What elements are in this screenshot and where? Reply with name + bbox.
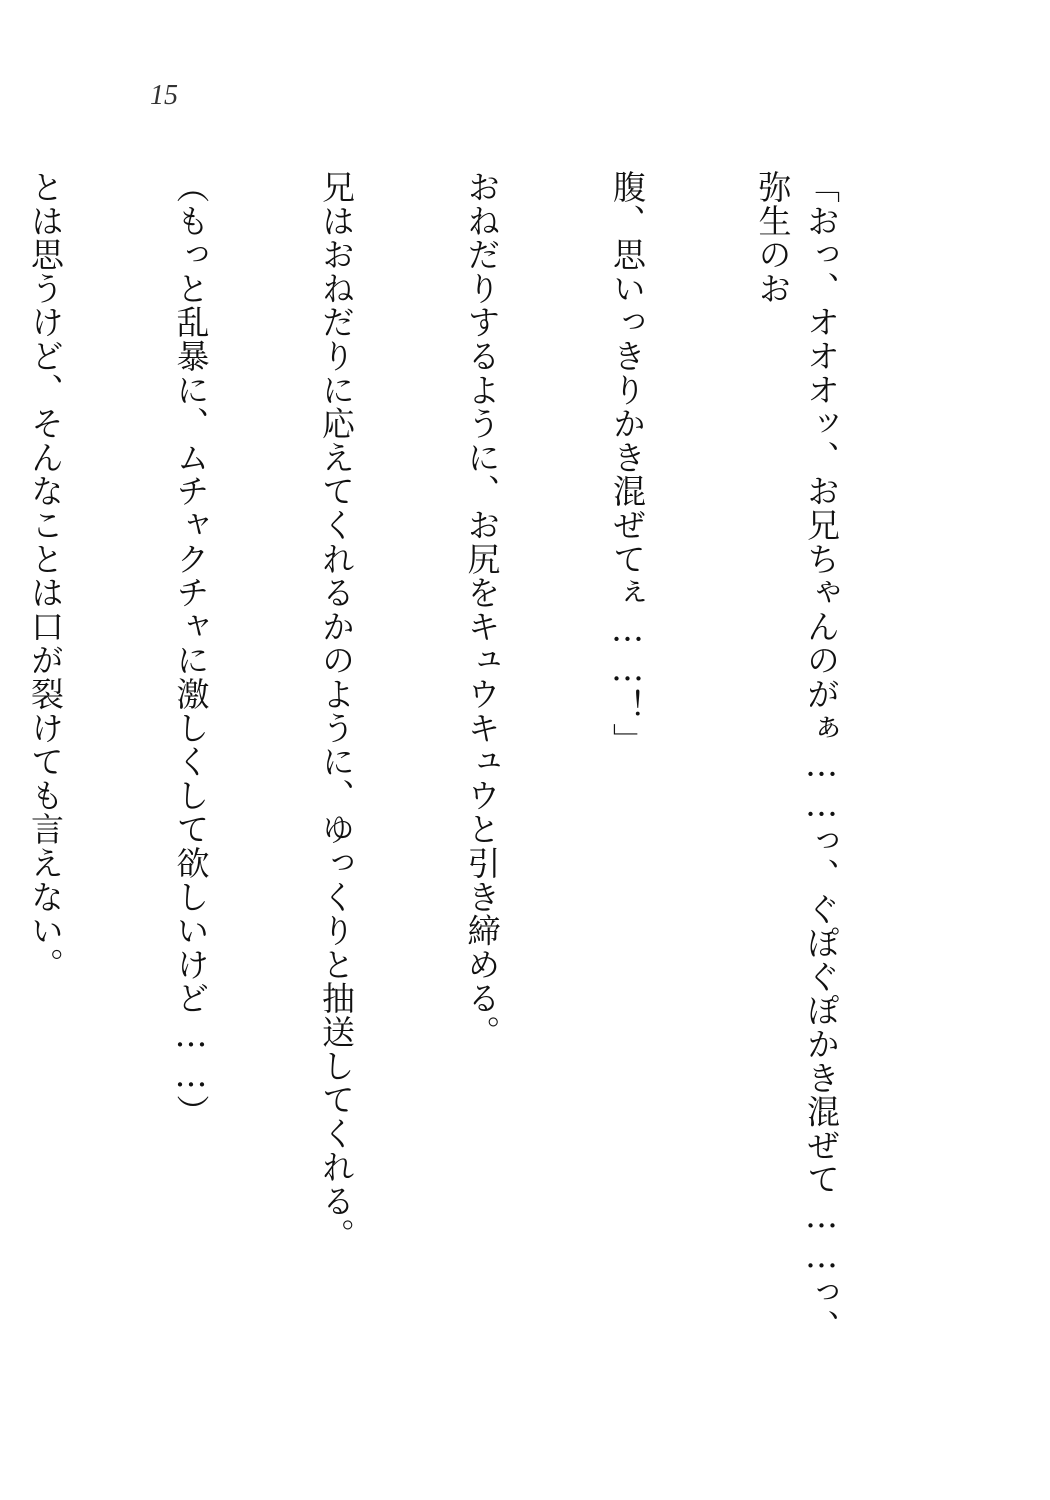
text-line: （もっと乱暴に、ムチャクチャに激しくして欲しいけど……）: [171, 170, 211, 1129]
text-line: とは思うけど、そんなことは口が裂けても言えない。: [26, 170, 65, 982]
body-text: [0, 170, 942, 1370]
text-line: おねだりするように、お尻をキュウキュウと引き締める。: [462, 170, 502, 1049]
text-line: 「おっ、オオオッ、お兄ちゃんのがぁ……っ、ぐぽぐぽかき混ぜて……っ、弥生のお: [753, 170, 841, 1344]
text-line: 兄はおねだりに応えてくれるかのように、ゆっくりと抽送してくれる。: [317, 170, 356, 1252]
text-line: 腹、思いっきりかき混ぜてぇ……！」: [608, 170, 647, 757]
page-number: 15: [150, 80, 178, 111]
